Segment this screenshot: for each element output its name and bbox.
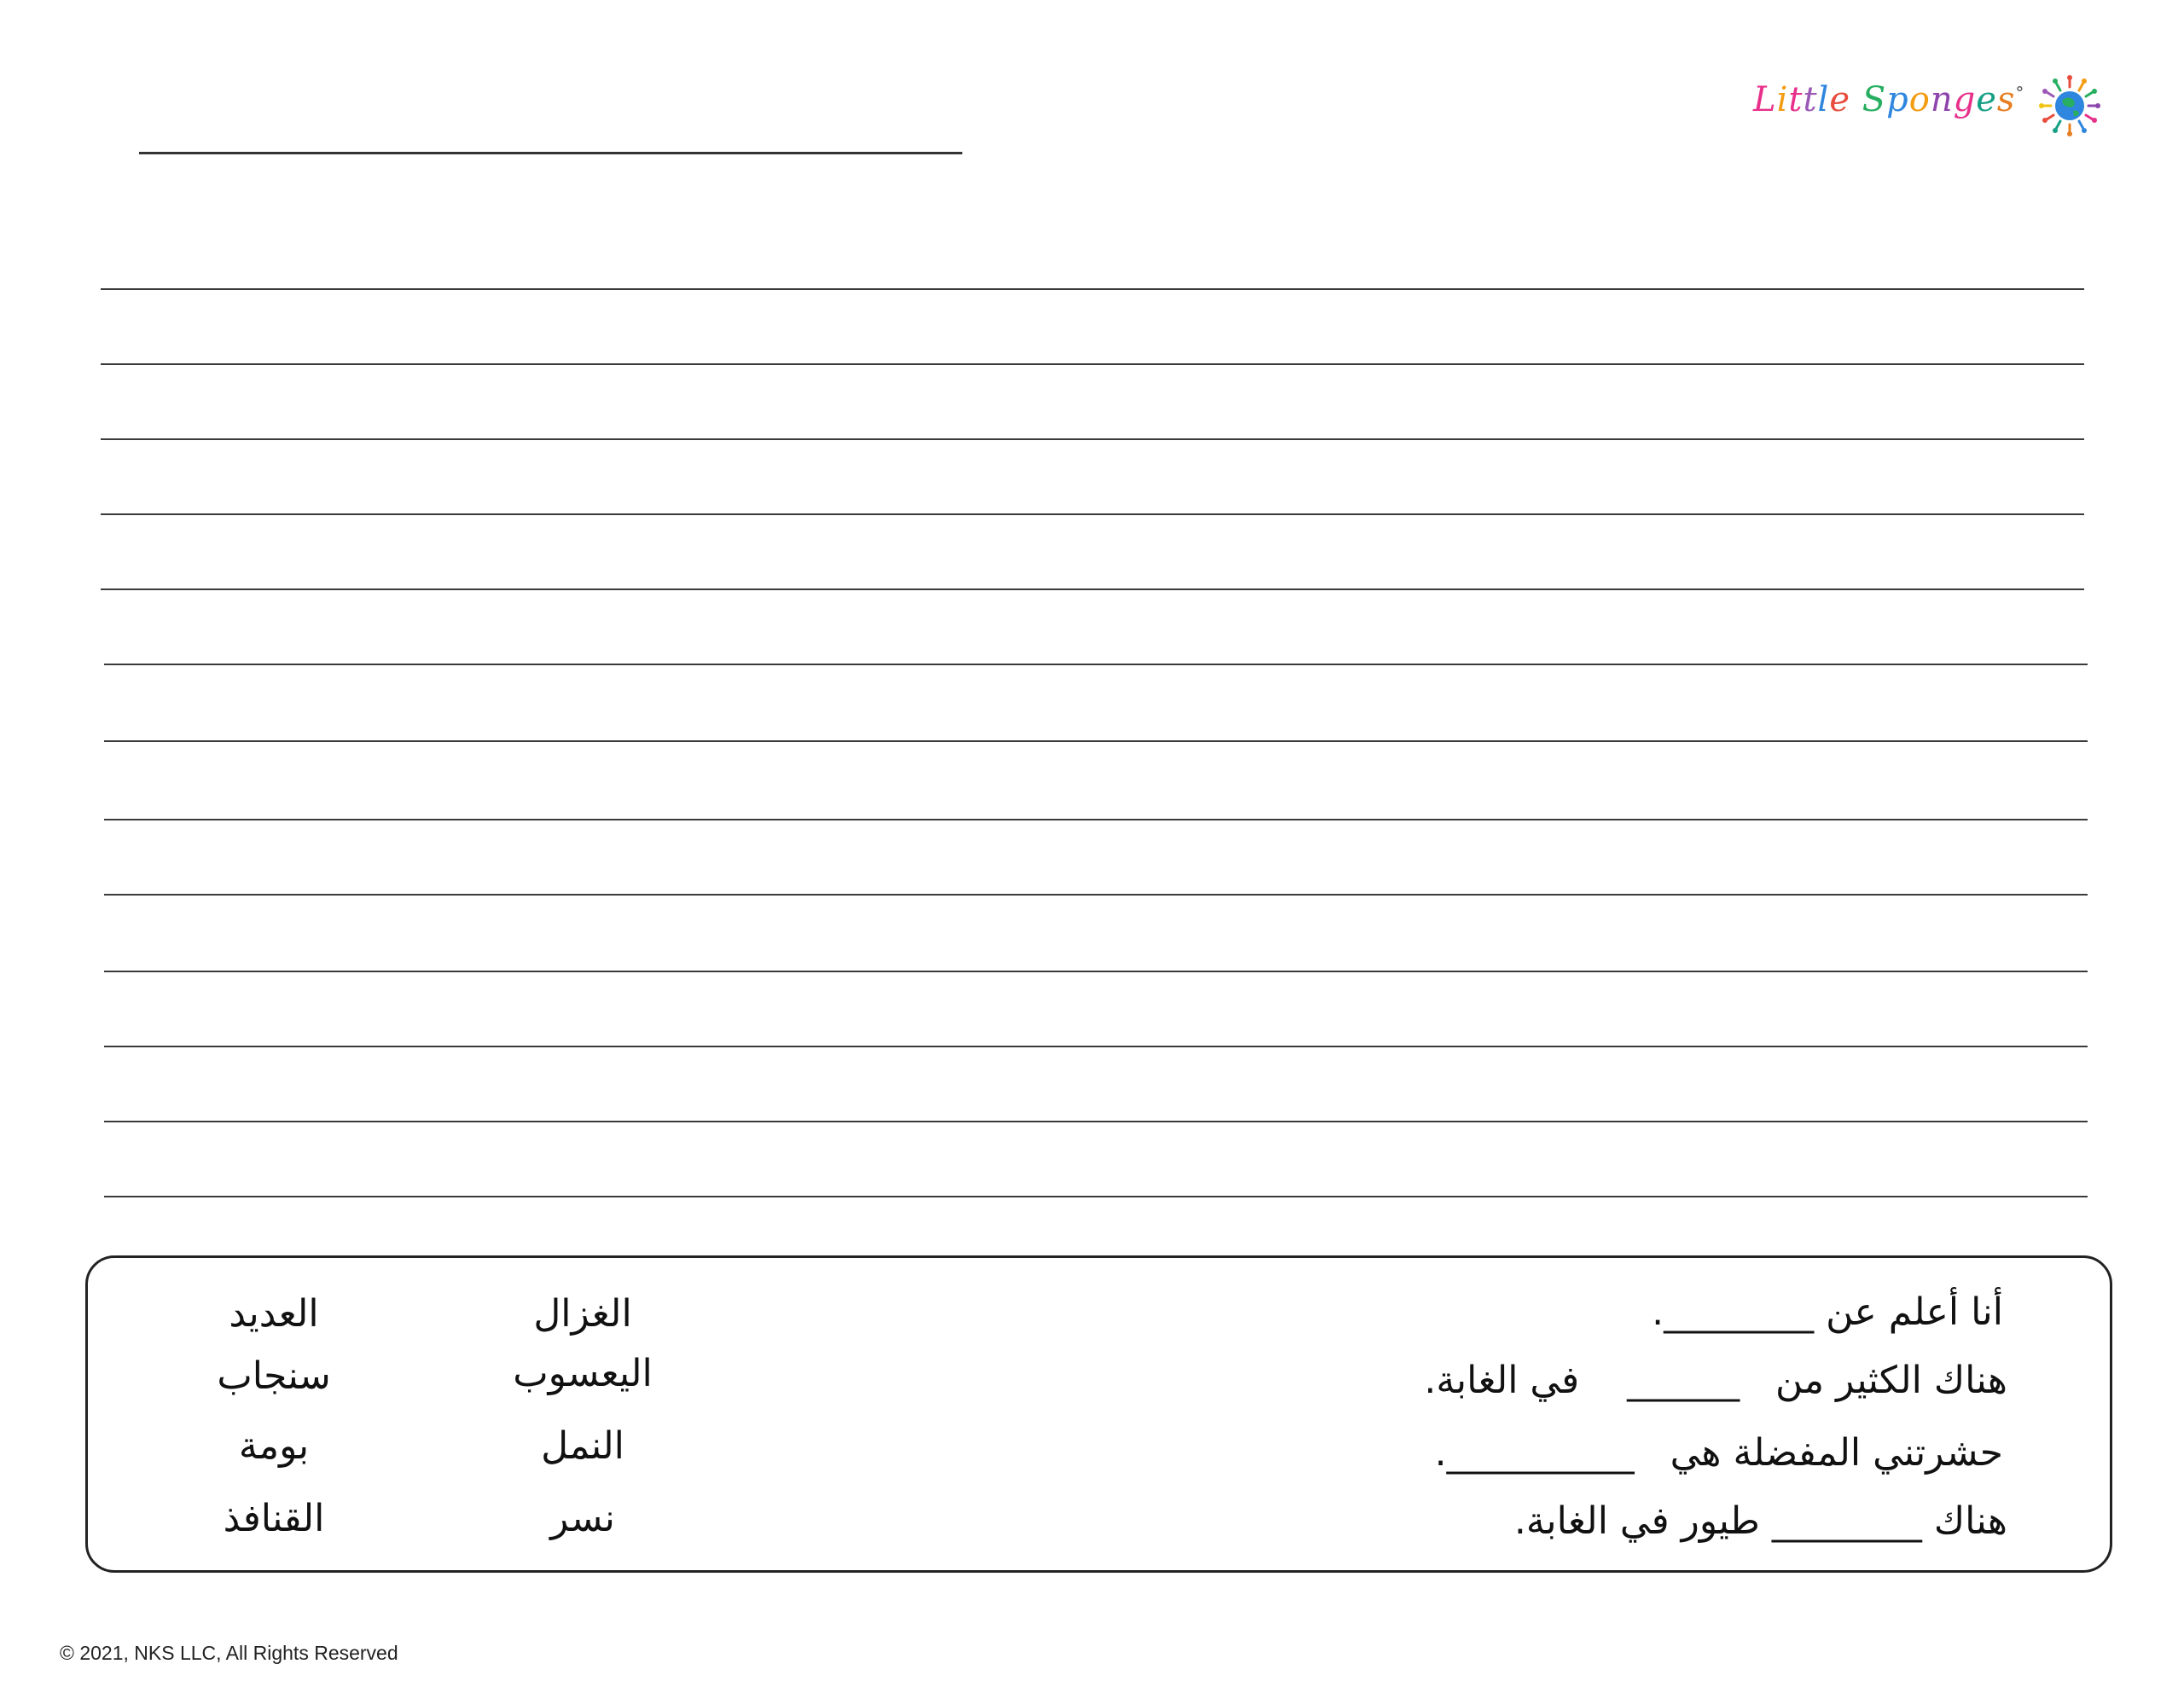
word-bank-word: اليعسوب <box>513 1352 653 1395</box>
logo-letter: i <box>1776 80 1789 119</box>
word-bank-word: النمل <box>541 1424 624 1468</box>
word-bank-box <box>85 1255 2112 1573</box>
word-bank-word: بومة <box>238 1424 310 1468</box>
writing-line[interactable] <box>101 513 2084 515</box>
logo-letter: L <box>1753 80 1777 119</box>
logo-letter: s <box>1996 80 2016 119</box>
writing-line[interactable] <box>104 1196 2088 1197</box>
writing-line[interactable] <box>104 894 2088 896</box>
word-bank-word: العديد <box>229 1292 319 1336</box>
writing-line[interactable] <box>104 740 2088 742</box>
logo-letter: n <box>1930 80 1954 119</box>
writing-line[interactable] <box>104 1121 2088 1122</box>
word-bank-word: سنجاب <box>217 1354 331 1398</box>
logo-letter: e <box>1829 80 1850 119</box>
writing-line[interactable] <box>101 363 2084 365</box>
logo-letter: t <box>1788 80 1804 119</box>
writing-line[interactable] <box>104 971 2088 972</box>
sentence-starter: أنا أعلم عن ________. <box>1652 1290 2003 1334</box>
word-bank-word: نسر <box>550 1497 615 1540</box>
copyright-text: © 2021, NKS LLC, All Rights Reserved <box>60 1642 398 1664</box>
writing-line[interactable] <box>104 1046 2088 1047</box>
logo-letter: o <box>1908 80 1931 119</box>
writing-line[interactable] <box>101 588 2084 590</box>
logo-letter: t <box>1803 80 1818 119</box>
word-bank-word: الغزال <box>533 1292 632 1336</box>
logo-letter: g <box>1953 80 1977 119</box>
logo-letter: S <box>1862 80 1887 119</box>
word-bank <box>88 1258 856 1570</box>
writing-line[interactable] <box>101 438 2084 440</box>
logo-letter: e <box>1976 80 1997 119</box>
logo-letter: ° <box>2015 82 2025 103</box>
word-bank-word: القنافذ <box>223 1497 325 1540</box>
writing-line[interactable] <box>104 819 2088 820</box>
sentence-starter: هناك الكثير من ______ في الغابة. <box>1424 1359 2007 1402</box>
writing-line[interactable] <box>104 664 2088 665</box>
sentence-starter: حشرتني المفضلة هي __________. <box>1434 1431 2003 1475</box>
logo-letter: p <box>1886 80 1909 119</box>
writing-line[interactable] <box>101 288 2084 290</box>
sentence-starter: هناك ________ طيور في الغابة. <box>1513 1499 2007 1543</box>
logo-letter: l <box>1817 80 1830 119</box>
